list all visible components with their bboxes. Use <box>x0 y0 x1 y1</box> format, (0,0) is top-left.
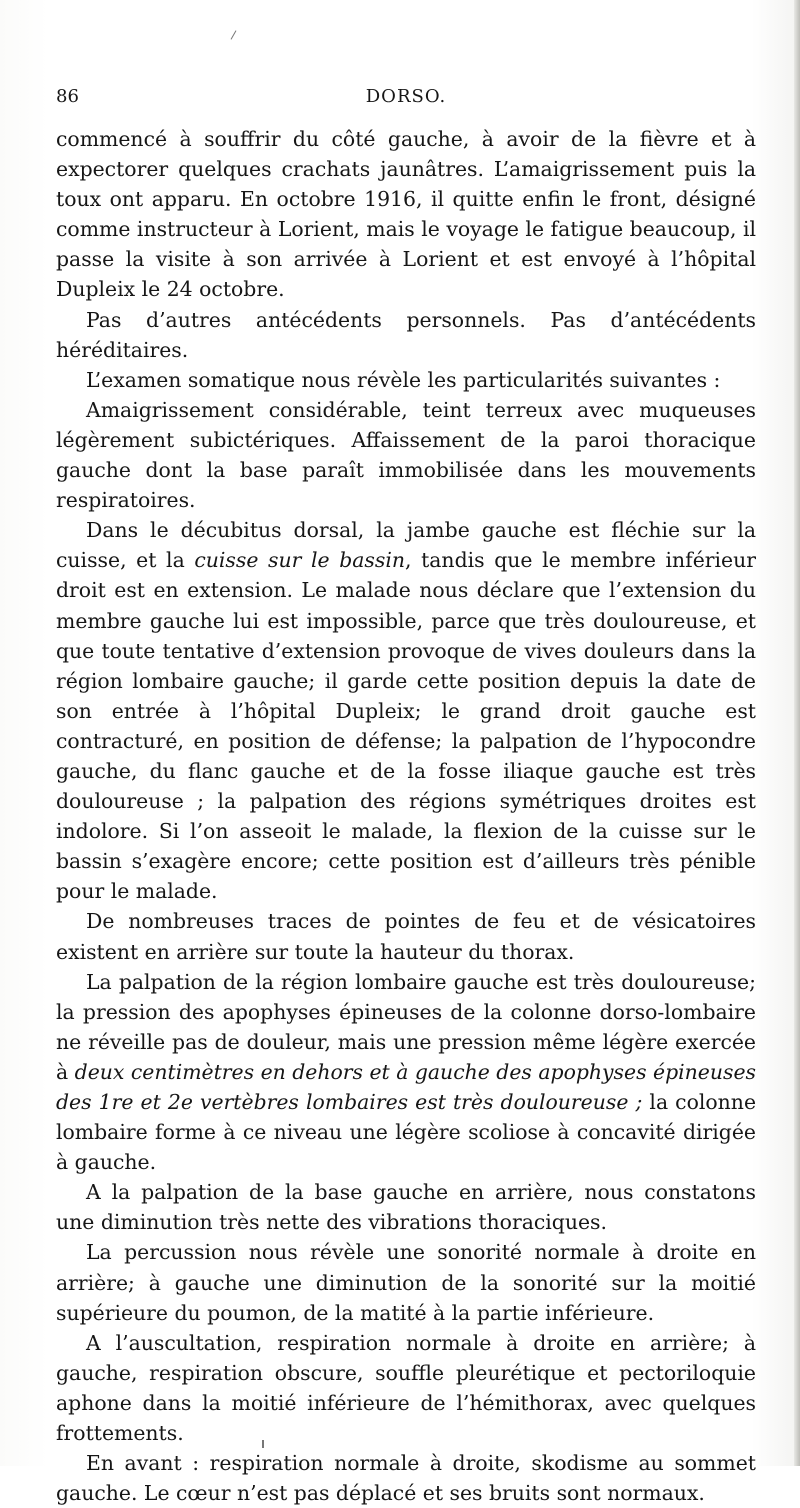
italic-text-run: cuisse sur le bassin <box>194 548 405 573</box>
text-run: La palpation de la région lombaire gauche est très douloureuse; la pression des apophyses épineuses de la colonne dorso-lombaire ne réveille pas de douleur, mais une pression même légère exercée à <box>56 969 756 1084</box>
paragraph: De nombreuses traces de pointes de feu et de vésicatoires existent en arrière sur toute la hauteur du thorax. <box>56 909 756 964</box>
page-number: 86 <box>56 86 79 107</box>
page-header <box>56 86 756 116</box>
text-run: , tandis que le membre inférieur droit est en extension. Le malade nous déclare que l’extension du membre gauche lui est impossible, parce que très douloureuse, et que toute tentative d’extension provoque de vives douleurs dans la région lombaire gauche; il garde cette position depuis la date de son entrée à l’hôpital Dupleix; le grand droit gauche est contracturé, en position de défense; la palpation de l’hypocondre gauche, du flanc gauche et de la fosse iliaque gauche est très douloureuse ; la palpation des régions symétriques droites est indolore. Si l’on asseoit le malade, la flexion de la cuisse sur le bassin s’exagère encore; cette position est d’ailleurs très pénible pour le malade. <box>56 548 756 904</box>
paragraph: A la palpation de la base gauche en arrière, nous constatons une diminution très nette des vibrations thoraciques. <box>56 1180 756 1235</box>
paragraph: Pas d’autres antécédents personnels. Pas d’antécédents héréditaires. <box>56 307 756 362</box>
paragraph <box>56 967 756 1178</box>
paragraph: Amaigrissement considérable, teint terreux avec muqueuses légèrement subictériques. Affaissement de la paroi thoracique gauche dont la base paraît immobilisée dans les mouvements respiratoires. <box>56 397 756 513</box>
italic-text-run: deux centimètres en dehors et à gauche des apophyses épineuses des 1re et 2e vertèbres lombaires est très douloureuse ; <box>56 1059 756 1114</box>
paragraph: La percussion nous révèle une sonorité normale à droite en arrière; à gauche une diminution de la sonorité sur la moitié supérieure du poumon, de la matité à la partie inférieure. <box>56 1240 756 1325</box>
page-edge-shadow <box>794 0 800 1466</box>
scan-speck <box>231 30 237 39</box>
paragraph: L’examen somatique nous révèle les particularités suivantes : <box>86 367 721 392</box>
body-text <box>56 124 756 1508</box>
paragraph: A l’auscultation, respiration normale à droite en arrière; à gauche, respiration obscure, souffle pleurétique et pectoriloquie aphone dans la moitié inférieure de l’hémithorax, avec quelques frottements. <box>56 1330 756 1446</box>
text-run: Dans le décubitus dorsal, la jambe gauche est fléchie sur la cuisse, et la <box>56 518 756 573</box>
running-title: DORSO. <box>365 86 447 107</box>
paragraph: commencé à souffrir du côté gauche, à avoir de la fièvre et à expectorer quelques crachats jaunâtres. L’amaigrissement puis la toux ont apparu. En octobre 1916, il quitte enfin le front, désigné comme instructeur à Lorient, mais le voyage le fatigue beaucoup, il passe la visite à son arrivée à Lorient et est envoyé à l’hôpital Dupleix le 24 octobre. <box>56 127 756 302</box>
paragraph: En avant : respiration normale à droite, skodisme au sommet gauche. Le cœur n’est pas déplacé et ses bruits sont normaux. <box>56 1451 756 1506</box>
text-run: la colonne lombaire forme à ce niveau une légère scoliose à concavité dirigée à gauche. <box>56 1090 757 1175</box>
paragraph <box>56 515 756 906</box>
